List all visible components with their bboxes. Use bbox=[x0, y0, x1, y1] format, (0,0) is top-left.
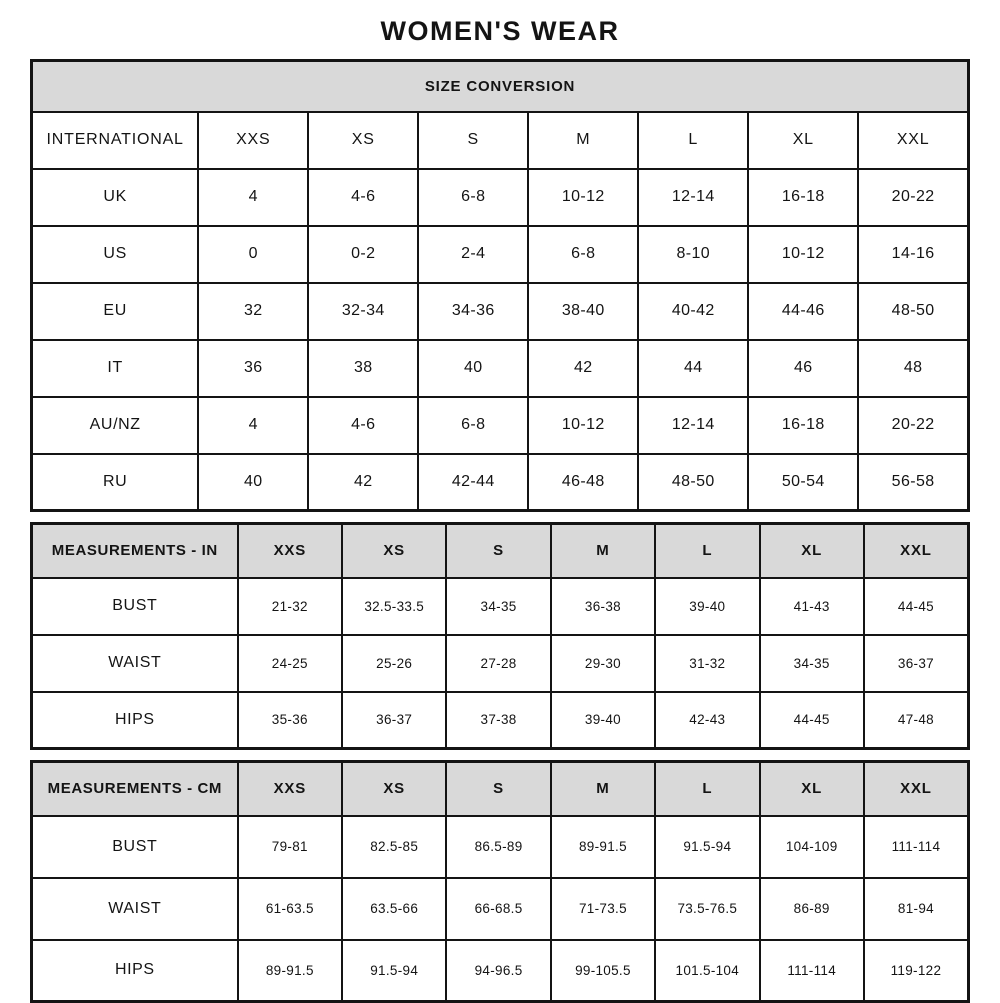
column-header: M bbox=[551, 762, 655, 816]
value-cell: 27-28 bbox=[446, 635, 550, 692]
column-header: XXS bbox=[198, 112, 308, 169]
value-cell: 37-38 bbox=[446, 692, 550, 749]
row-label: AU/NZ bbox=[32, 397, 199, 454]
value-cell: 24-25 bbox=[238, 635, 342, 692]
value-cell: 48-50 bbox=[638, 454, 748, 511]
column-header: XXS bbox=[238, 762, 342, 816]
value-cell: 73.5-76.5 bbox=[655, 878, 759, 940]
table-row bbox=[32, 454, 969, 511]
value-cell: 14-16 bbox=[858, 226, 968, 283]
table-row bbox=[32, 635, 969, 692]
value-cell: 42-43 bbox=[655, 692, 759, 749]
value-cell: 32-34 bbox=[308, 283, 418, 340]
column-header: XS bbox=[308, 112, 418, 169]
value-cell: 32 bbox=[198, 283, 308, 340]
table-row bbox=[32, 283, 969, 340]
value-cell: 6-8 bbox=[528, 226, 638, 283]
measurements-cm-table bbox=[30, 760, 970, 1003]
page-title: WOMEN'S WEAR bbox=[380, 16, 620, 46]
value-cell: 39-40 bbox=[655, 578, 759, 635]
value-cell: 29-30 bbox=[551, 635, 655, 692]
table-title: MEASUREMENTS - IN bbox=[32, 524, 238, 578]
value-cell: 104-109 bbox=[760, 816, 864, 878]
value-cell: 0 bbox=[198, 226, 308, 283]
table-row bbox=[32, 940, 969, 1002]
value-cell: 42-44 bbox=[418, 454, 528, 511]
value-cell: 36 bbox=[198, 340, 308, 397]
column-header: XS bbox=[342, 524, 446, 578]
table-row bbox=[32, 226, 969, 283]
value-cell: 34-35 bbox=[760, 635, 864, 692]
value-cell: 44-45 bbox=[864, 578, 969, 635]
value-cell: 44-46 bbox=[748, 283, 858, 340]
value-cell: 111-114 bbox=[864, 816, 969, 878]
value-cell: 10-12 bbox=[528, 397, 638, 454]
column-header: S bbox=[446, 762, 550, 816]
value-cell: 40 bbox=[198, 454, 308, 511]
value-cell: 4-6 bbox=[308, 397, 418, 454]
value-cell: 42 bbox=[308, 454, 418, 511]
value-cell: 0-2 bbox=[308, 226, 418, 283]
table-row bbox=[32, 578, 969, 635]
value-cell: 99-105.5 bbox=[551, 940, 655, 1002]
value-cell: 4-6 bbox=[308, 169, 418, 226]
value-cell: 91.5-94 bbox=[342, 940, 446, 1002]
table-row bbox=[32, 397, 969, 454]
column-header: XXL bbox=[858, 112, 968, 169]
value-cell: 50-54 bbox=[748, 454, 858, 511]
value-cell: 38-40 bbox=[528, 283, 638, 340]
value-cell: 71-73.5 bbox=[551, 878, 655, 940]
row-label: EU bbox=[32, 283, 199, 340]
row-label: BUST bbox=[32, 578, 238, 635]
value-cell: 66-68.5 bbox=[446, 878, 550, 940]
column-header-row bbox=[32, 524, 969, 578]
table-row bbox=[32, 816, 969, 878]
column-header: XS bbox=[342, 762, 446, 816]
value-cell: 81-94 bbox=[864, 878, 969, 940]
row-label: HIPS bbox=[32, 692, 238, 749]
table-row bbox=[32, 169, 969, 226]
value-cell: 20-22 bbox=[858, 169, 968, 226]
value-cell: 101.5-104 bbox=[655, 940, 759, 1002]
value-cell: 42 bbox=[528, 340, 638, 397]
value-cell: 44 bbox=[638, 340, 748, 397]
value-cell: 48-50 bbox=[858, 283, 968, 340]
column-header: XL bbox=[760, 524, 864, 578]
column-header: L bbox=[655, 524, 759, 578]
table-gap bbox=[30, 750, 970, 760]
value-cell: 34-36 bbox=[418, 283, 528, 340]
row-label: BUST bbox=[32, 816, 238, 878]
row-label: IT bbox=[32, 340, 199, 397]
value-cell: 16-18 bbox=[748, 169, 858, 226]
measurements-in-table bbox=[30, 522, 970, 750]
column-header: L bbox=[638, 112, 748, 169]
row-label: RU bbox=[32, 454, 199, 511]
value-cell: 38 bbox=[308, 340, 418, 397]
value-cell: 36-37 bbox=[342, 692, 446, 749]
row-label: US bbox=[32, 226, 199, 283]
table-row bbox=[32, 878, 969, 940]
value-cell: 40 bbox=[418, 340, 528, 397]
column-header: L bbox=[655, 762, 759, 816]
value-cell: 39-40 bbox=[551, 692, 655, 749]
value-cell: 4 bbox=[198, 397, 308, 454]
value-cell: 46-48 bbox=[528, 454, 638, 511]
row-label: UK bbox=[32, 169, 199, 226]
value-cell: 47-48 bbox=[864, 692, 969, 749]
column-header: XXL bbox=[864, 524, 969, 578]
table-title-row bbox=[32, 61, 969, 112]
size-conversion-table bbox=[30, 59, 970, 512]
table-title: SIZE CONVERSION bbox=[32, 61, 969, 112]
value-cell: 10-12 bbox=[748, 226, 858, 283]
table-gap bbox=[30, 512, 970, 522]
value-cell: 46 bbox=[748, 340, 858, 397]
value-cell: 36-38 bbox=[551, 578, 655, 635]
value-cell: 111-114 bbox=[760, 940, 864, 1002]
column-header: XXL bbox=[864, 762, 969, 816]
column-header: S bbox=[418, 112, 528, 169]
row-label: WAIST bbox=[32, 878, 238, 940]
value-cell: 36-37 bbox=[864, 635, 969, 692]
value-cell: 25-26 bbox=[342, 635, 446, 692]
value-cell: 34-35 bbox=[446, 578, 550, 635]
column-header: INTERNATIONAL bbox=[32, 112, 199, 169]
column-header: M bbox=[551, 524, 655, 578]
column-header-row bbox=[32, 112, 969, 169]
value-cell: 119-122 bbox=[864, 940, 969, 1002]
table-row bbox=[32, 692, 969, 749]
value-cell: 82.5-85 bbox=[342, 816, 446, 878]
value-cell: 41-43 bbox=[760, 578, 864, 635]
column-header: S bbox=[446, 524, 550, 578]
value-cell: 89-91.5 bbox=[238, 940, 342, 1002]
value-cell: 16-18 bbox=[748, 397, 858, 454]
value-cell: 6-8 bbox=[418, 169, 528, 226]
value-cell: 40-42 bbox=[638, 283, 748, 340]
value-cell: 35-36 bbox=[238, 692, 342, 749]
value-cell: 12-14 bbox=[638, 169, 748, 226]
value-cell: 86.5-89 bbox=[446, 816, 550, 878]
value-cell: 31-32 bbox=[655, 635, 759, 692]
column-header: XL bbox=[748, 112, 858, 169]
column-header-row bbox=[32, 762, 969, 816]
value-cell: 63.5-66 bbox=[342, 878, 446, 940]
column-header: XL bbox=[760, 762, 864, 816]
value-cell: 91.5-94 bbox=[655, 816, 759, 878]
table-row bbox=[32, 340, 969, 397]
value-cell: 89-91.5 bbox=[551, 816, 655, 878]
value-cell: 56-58 bbox=[858, 454, 968, 511]
value-cell: 79-81 bbox=[238, 816, 342, 878]
table-title: MEASUREMENTS - CM bbox=[32, 762, 238, 816]
value-cell: 21-32 bbox=[238, 578, 342, 635]
value-cell: 12-14 bbox=[638, 397, 748, 454]
row-label: WAIST bbox=[32, 635, 238, 692]
value-cell: 48 bbox=[858, 340, 968, 397]
value-cell: 32.5-33.5 bbox=[342, 578, 446, 635]
value-cell: 10-12 bbox=[528, 169, 638, 226]
value-cell: 4 bbox=[198, 169, 308, 226]
column-header: XXS bbox=[238, 524, 342, 578]
value-cell: 61-63.5 bbox=[238, 878, 342, 940]
value-cell: 94-96.5 bbox=[446, 940, 550, 1002]
value-cell: 44-45 bbox=[760, 692, 864, 749]
value-cell: 2-4 bbox=[418, 226, 528, 283]
row-label: HIPS bbox=[32, 940, 238, 1002]
column-header: M bbox=[528, 112, 638, 169]
value-cell: 8-10 bbox=[638, 226, 748, 283]
value-cell: 6-8 bbox=[418, 397, 528, 454]
value-cell: 86-89 bbox=[760, 878, 864, 940]
value-cell: 20-22 bbox=[858, 397, 968, 454]
